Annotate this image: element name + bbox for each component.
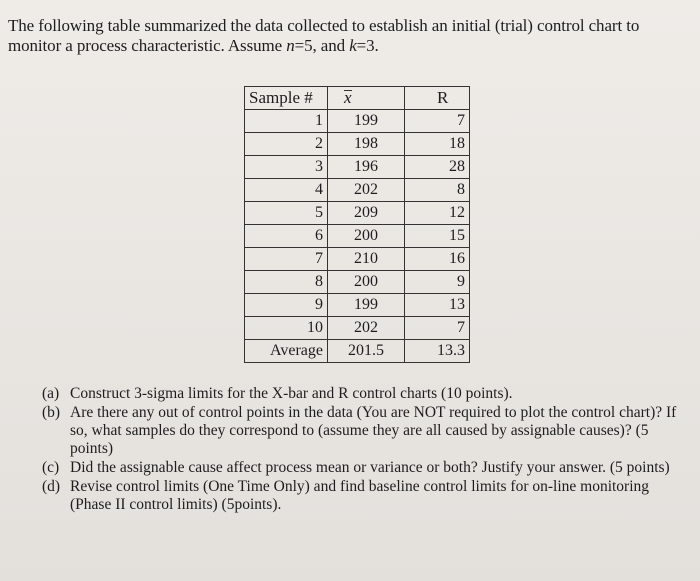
data-table-wrapper	[244, 86, 470, 363]
table-row	[245, 156, 470, 179]
cell-r: 28	[405, 156, 470, 179]
question-item	[42, 478, 692, 514]
table-row	[245, 202, 470, 225]
question-label: (d)	[42, 478, 61, 495]
cell-xbar: 196	[328, 156, 405, 179]
xbar-symbol: x	[344, 88, 352, 107]
question-item	[42, 459, 692, 477]
cell-xbar: 199	[328, 294, 405, 317]
question-item	[42, 404, 692, 458]
header-r: R	[405, 87, 470, 110]
cell-sample: 2	[245, 133, 328, 156]
cell-sample: 4	[245, 179, 328, 202]
question-label: (b)	[42, 404, 61, 421]
cell-xbar: 200	[328, 271, 405, 294]
cell-xbar: 199	[328, 110, 405, 133]
table-row	[245, 248, 470, 271]
table-row	[245, 133, 470, 156]
cell-xbar: 210	[328, 248, 405, 271]
cell-r: 7	[405, 317, 470, 340]
cell-xbar: 198	[328, 133, 405, 156]
average-label: Average	[245, 340, 328, 363]
cell-sample: 1	[245, 110, 328, 133]
question-label: (c)	[42, 459, 60, 476]
k-value: =3.	[356, 36, 379, 55]
cell-r: 9	[405, 271, 470, 294]
cell-sample: 5	[245, 202, 328, 225]
question-text: Did the assignable cause affect process mean or variance or both? Justify your answer. (5 points)	[70, 459, 670, 476]
table-body	[245, 110, 470, 363]
table-header-row	[245, 87, 470, 110]
cell-r: 13	[405, 294, 470, 317]
cell-sample: 3	[245, 156, 328, 179]
question-text: Revise control limits (One Time Only) and find baseline control limits for on-line monitoring (Phase II control limits) (5points).	[70, 478, 650, 513]
cell-sample: 9	[245, 294, 328, 317]
cell-xbar: 202	[328, 317, 405, 340]
cell-xbar: 200	[328, 225, 405, 248]
cell-r: 7	[405, 110, 470, 133]
header-sample: Sample #	[245, 87, 328, 110]
table-row	[245, 179, 470, 202]
data-table	[244, 86, 470, 363]
cell-xbar: 202	[328, 179, 405, 202]
table-row	[245, 110, 470, 133]
cell-r: 8	[405, 179, 470, 202]
cell-r: 15	[405, 225, 470, 248]
question-list	[42, 385, 692, 515]
problem-intro	[8, 16, 698, 56]
average-r: 13.3	[405, 340, 470, 363]
cell-r: 16	[405, 248, 470, 271]
table-row	[245, 294, 470, 317]
average-xbar: 201.5	[328, 340, 405, 363]
intro-line-1: The following table summarized the data collected to establish an initial (trial) control chart to	[8, 16, 640, 35]
table-row	[245, 225, 470, 248]
question-label: (a)	[42, 385, 60, 402]
n-value: =5, and	[294, 36, 350, 55]
average-row	[245, 340, 470, 363]
question-text: Construct 3-sigma limits for the X-bar and R control charts (10 points).	[70, 385, 513, 402]
cell-xbar: 209	[328, 202, 405, 225]
cell-r: 18	[405, 133, 470, 156]
cell-sample: 8	[245, 271, 328, 294]
header-xbar	[328, 87, 405, 110]
cell-sample: 10	[245, 317, 328, 340]
cell-sample: 7	[245, 248, 328, 271]
table-row	[245, 317, 470, 340]
intro-line-2-text: monitor a process characteristic. Assume	[8, 36, 287, 55]
k-variable: k	[349, 36, 357, 55]
table-row	[245, 271, 470, 294]
cell-r: 12	[405, 202, 470, 225]
question-item	[42, 385, 692, 403]
cell-sample: 6	[245, 225, 328, 248]
intro-line-2	[8, 36, 698, 56]
question-text: Are there any out of control points in the data (You are NOT required to plot the control chart)? If so, what samples do they correspond to (assume they are all caused by assignable causes)? (5 points)	[70, 404, 677, 457]
n-variable: n	[286, 36, 295, 55]
